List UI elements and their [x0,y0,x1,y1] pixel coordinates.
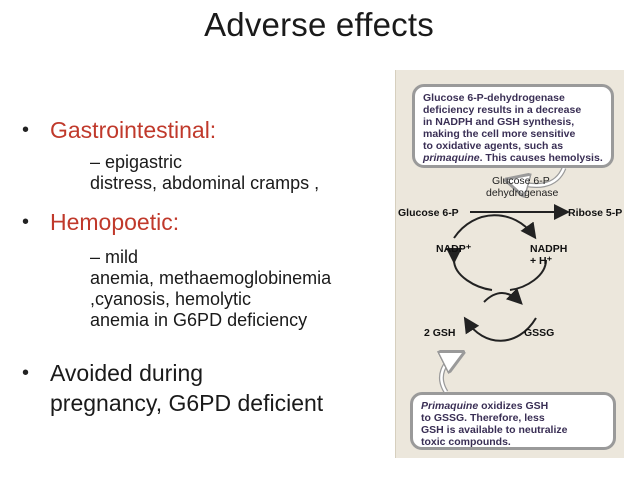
bullet-dot: • [22,362,30,384]
bullet-dot: • [22,211,30,233]
callout-line [421,400,605,412]
ribose-5p-label: Ribose 5-P [568,207,623,219]
gssg-label: GSSG [524,327,555,339]
enzyme-label: dehydrogenase [486,187,559,199]
callout-line: deficiency results in a decrease [423,104,582,116]
pentose-phosphate-figure [395,70,624,458]
glucose-6p-label: Glucose 6-P [398,207,459,219]
callout-line: toxic compounds. [421,436,511,448]
sub-line: – epigastric [90,152,183,172]
nadp-label: NADP⁺ [436,243,472,255]
sub-line: anemia in G6PD deficiency [90,310,308,330]
callout-italic: primaquine [423,152,480,164]
callout-line: GSH is available to neutralize [421,424,568,436]
callout-italic: Primaquine [421,400,479,412]
callout-text: . This causes hemolysis. [479,152,603,164]
cofactor-arrow [454,215,534,238]
bullet-gastrointestinal [22,116,216,144]
bullet-hemopoetic [22,208,179,236]
callout-line: making the cell more sensitive [423,128,576,140]
sub-line: ,cyanosis, hemolytic [90,289,252,309]
enzyme-label: Glucose 6-P [492,175,550,187]
sub-line: distress, abdominal cramps , [90,173,320,193]
callout-line [423,152,603,164]
slide-title: Adverse effects [204,6,434,43]
callout-line: in NADPH and GSH synthesis, [423,116,575,128]
callout-text: oxidizes GSH [478,400,549,412]
callout-g6pd-deficiency [412,84,614,168]
bullet-line: Avoided during [50,360,204,386]
bullet-label: Hemopoetic: [50,209,180,235]
bullet-dot: • [22,119,30,141]
sub-hemopoetic [22,247,331,331]
bullet-line: pregnancy, G6PD deficient [50,390,324,416]
callout-line: to oxidative agents, such as [423,140,564,152]
bullet-label: Gastrointestinal: [50,117,217,143]
nadph-label: NADPH [530,243,568,255]
sub-line: – mild [90,247,139,267]
sub-gastrointestinal [22,152,319,194]
callout-line: to GSSG. Therefore, less [421,412,545,424]
callout-primaquine [410,392,616,450]
sub-line: anemia, methaemoglobinemia [90,268,332,288]
nadph-label: + H⁺ [530,255,553,267]
bullet-avoided [22,358,323,418]
callout-line: Glucose 6-P-dehydrogenase [423,92,565,104]
gsh-label: 2 GSH [424,327,456,339]
